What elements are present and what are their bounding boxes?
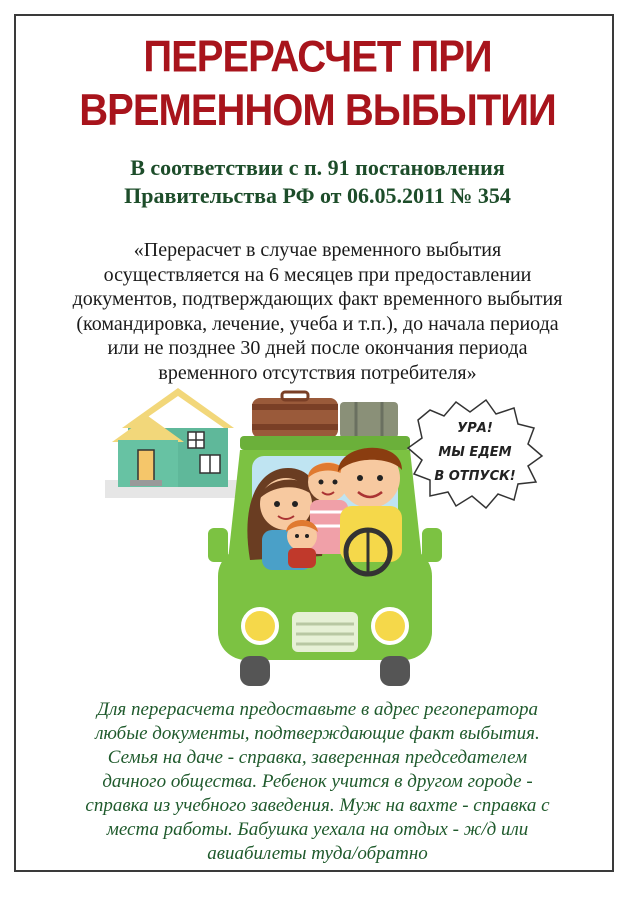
house-icon — [105, 388, 240, 498]
quote-line: временного отсутствия потребителя» — [158, 361, 477, 384]
footer-line: Семья на даче - справка, заверенная председателем — [107, 747, 528, 768]
quote-line: (командировка, лечение, учеба и т.п.), до начала периода — [76, 312, 559, 335]
footer-line: места работы. Бабушка уехала на отдых - ж/д или — [106, 819, 529, 840]
footer-line: авиабилеты туда/обратно — [207, 843, 428, 864]
instructions-text — [18, 698, 617, 866]
subtitle — [0, 154, 635, 210]
footer-line: любые документы, подтверждающие факт выбытия. — [95, 723, 540, 744]
quote-line: документов, подтверждающих факт временного выбытия — [72, 288, 563, 310]
bubble-line-1: УРА! — [457, 421, 493, 436]
footer-line: Для перерасчета предоставьте в адрес регоператора — [97, 699, 538, 720]
title-line-2: ВРЕМЕННОМ ВЫБЫТИИ — [79, 86, 556, 136]
page-title — [0, 30, 635, 138]
title-line-1: ПЕРЕРАСЧЕТ ПРИ — [143, 32, 492, 82]
family-car-illustration — [100, 380, 550, 690]
speech-bubble — [408, 400, 542, 508]
bubble-line-3: В ОТПУСК! — [434, 469, 516, 484]
quote-line: «Перерасчет в случае временного выбытия — [133, 239, 502, 261]
subtitle-line-1: В соответствии с п. 91 постановления — [130, 155, 505, 180]
bubble-line-2: МЫ ЕДЕМ — [438, 445, 512, 460]
footer-line: справка из учебного заведения. Муж на вахте - справка с — [85, 795, 550, 816]
regulation-quote — [20, 238, 615, 385]
quote-line: или не позднее 30 дней после окончания периода — [107, 337, 528, 359]
subtitle-line-2: Правительства РФ от 06.05.2011 № 354 — [124, 183, 511, 208]
luggage-icon — [252, 392, 398, 438]
footer-line: дачного общества. Ребенок учится в другом городе - — [102, 771, 533, 792]
quote-line: осуществляется на 6 месяцев при предоставлении — [103, 263, 532, 286]
